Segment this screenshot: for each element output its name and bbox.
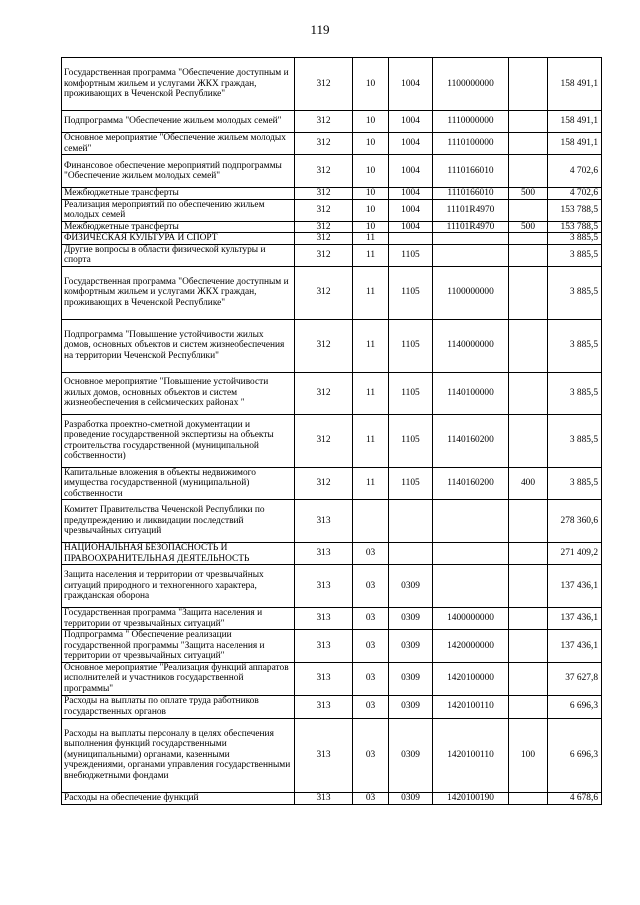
row-expense-type [509, 695, 548, 718]
row-subsection-code: 0309 [389, 630, 433, 663]
row-subsection-code: 1105 [389, 467, 433, 500]
table-row [62, 608, 602, 630]
row-expense-type [509, 199, 548, 221]
row-expense-type [509, 792, 548, 804]
row-target-article: 1420100000 [433, 662, 509, 695]
row-section-code [353, 500, 389, 543]
row-name: Расходы на выплаты персоналу в целях обеспечения выполнения функций государственными (муниципальными) органами, казенными учреждениями, органами управления государственными внебюджетными фондами [62, 718, 295, 792]
row-name: Межбюджетные трансферты [62, 188, 295, 200]
row-name: Другие вопросы в области физической культуры и спорта [62, 244, 295, 266]
row-section-code: 11 [353, 372, 389, 414]
row-target-article: 1100000000 [433, 58, 509, 111]
row-expense-type [509, 233, 548, 245]
row-ved-code: 312 [295, 155, 353, 188]
row-subsection-code: 1004 [389, 188, 433, 200]
row-section-code: 03 [353, 608, 389, 630]
row-subsection-code: 1004 [389, 199, 433, 221]
row-expense-type [509, 111, 548, 133]
row-subsection-code: 1004 [389, 58, 433, 111]
row-section-code: 10 [353, 155, 389, 188]
row-amount: 6 696,3 [548, 718, 602, 792]
row-subsection-code: 0309 [389, 565, 433, 608]
row-name: НАЦИОНАЛЬНАЯ БЕЗОПАСНОСТЬ И ПРАВООХРАНИТЕЛЬНАЯ ДЕЯТЕЛЬНОСТЬ [62, 543, 295, 565]
row-section-code: 03 [353, 630, 389, 663]
row-ved-code: 312 [295, 372, 353, 414]
row-ved-code: 313 [295, 630, 353, 663]
row-target-article: 1140160200 [433, 467, 509, 500]
row-amount: 137 436,1 [548, 608, 602, 630]
row-amount: 3 885,5 [548, 233, 602, 245]
row-name: Расходы на обеспечение функций [62, 792, 295, 804]
row-target-article: 1140100000 [433, 372, 509, 414]
row-section-code: 03 [353, 718, 389, 792]
row-section-code: 03 [353, 565, 389, 608]
table-row [62, 233, 602, 245]
row-section-code: 10 [353, 199, 389, 221]
table-row [62, 266, 602, 319]
row-name: Государственная программа "Обеспечение доступным и комфортным жильем и услугами ЖКХ граждан, проживающих в Чеченской Республике" [62, 266, 295, 319]
row-expense-type [509, 155, 548, 188]
row-amount: 158 491,1 [548, 111, 602, 133]
row-name: Основное мероприятие "Реализация функций аппаратов исполнителей и участников государственной программы" [62, 662, 295, 695]
table-row [62, 662, 602, 695]
row-subsection-code: 1105 [389, 319, 433, 372]
row-name: Расходы на выплаты по оплате труда работников государственных органов [62, 695, 295, 718]
row-subsection-code: 1105 [389, 266, 433, 319]
row-amount: 278 360,6 [548, 500, 602, 543]
row-ved-code: 312 [295, 133, 353, 155]
row-ved-code: 312 [295, 244, 353, 266]
row-name: Финансовое обеспечение мероприятий подпрограммы "Обеспечение жильем молодых семей" [62, 155, 295, 188]
row-name: Разработка проектно-сметной документации и проведение государственной экспертизы на объекты строительства государственной (муниципальной собственности) [62, 414, 295, 467]
row-expense-type [509, 244, 548, 266]
row-expense-type: 100 [509, 718, 548, 792]
row-expense-type [509, 266, 548, 319]
row-target-article: 1110000000 [433, 111, 509, 133]
row-expense-type [509, 543, 548, 565]
row-expense-type: 500 [509, 221, 548, 233]
row-name: Защита населения и территории от чрезвычайных ситуаций природного и техногенного характера, гражданская оборона [62, 565, 295, 608]
table-row [62, 133, 602, 155]
row-name: Подпрограмма "Повышение устойчивости жилых домов, основных объектов и систем жизнеобеспечения на территории Чеченской Республики" [62, 319, 295, 372]
row-subsection-code: 0309 [389, 608, 433, 630]
budget-table [61, 57, 602, 805]
row-section-code: 03 [353, 792, 389, 804]
row-subsection-code [389, 233, 433, 245]
row-section-code: 11 [353, 414, 389, 467]
row-subsection-code: 0309 [389, 718, 433, 792]
row-expense-type [509, 58, 548, 111]
row-section-code: 11 [353, 467, 389, 500]
row-section-code: 10 [353, 188, 389, 200]
row-expense-type: 400 [509, 467, 548, 500]
row-expense-type [509, 608, 548, 630]
row-section-code: 10 [353, 133, 389, 155]
row-target-article: 1100000000 [433, 266, 509, 319]
row-expense-type [509, 662, 548, 695]
row-ved-code: 313 [295, 718, 353, 792]
row-ved-code: 313 [295, 792, 353, 804]
row-section-code: 11 [353, 244, 389, 266]
row-section-code: 11 [353, 319, 389, 372]
row-ved-code: 312 [295, 266, 353, 319]
row-ved-code: 312 [295, 221, 353, 233]
row-ved-code: 312 [295, 319, 353, 372]
row-amount: 3 885,5 [548, 319, 602, 372]
table-row [62, 718, 602, 792]
table-row [62, 695, 602, 718]
row-amount: 3 885,5 [548, 372, 602, 414]
table-row [62, 155, 602, 188]
row-subsection-code: 1004 [389, 133, 433, 155]
page-number: 119 [310, 22, 330, 37]
row-name: Подпрограмма "Обеспечение жильем молодых семей" [62, 111, 295, 133]
row-ved-code: 312 [295, 111, 353, 133]
row-amount: 3 885,5 [548, 414, 602, 467]
row-target-article: 1110166010 [433, 188, 509, 200]
row-section-code: 03 [353, 695, 389, 718]
row-amount: 153 788,5 [548, 199, 602, 221]
row-amount: 158 491,1 [548, 58, 602, 111]
table-row [62, 543, 602, 565]
row-subsection-code: 1004 [389, 111, 433, 133]
row-expense-type [509, 630, 548, 663]
row-section-code: 11 [353, 266, 389, 319]
row-subsection-code: 1105 [389, 372, 433, 414]
row-subsection-code: 1004 [389, 221, 433, 233]
row-target-article [433, 565, 509, 608]
row-expense-type [509, 133, 548, 155]
row-target-article: 1110100000 [433, 133, 509, 155]
table-row [62, 111, 602, 133]
table-row [62, 372, 602, 414]
row-section-code: 10 [353, 111, 389, 133]
row-name: Государственная программа "Защита населения и территории от чрезвычайных ситуаций" [62, 608, 295, 630]
row-ved-code: 312 [295, 188, 353, 200]
row-amount: 3 885,5 [548, 266, 602, 319]
row-target-article: 11101R4970 [433, 199, 509, 221]
row-amount: 271 409,2 [548, 543, 602, 565]
row-expense-type [509, 414, 548, 467]
row-amount: 3 885,5 [548, 467, 602, 500]
row-amount: 37 627,8 [548, 662, 602, 695]
table-row [62, 199, 602, 221]
row-section-code: 10 [353, 58, 389, 111]
row-target-article: 1420000000 [433, 630, 509, 663]
table-row [62, 500, 602, 543]
table-row [62, 188, 602, 200]
row-subsection-code: 1004 [389, 155, 433, 188]
row-name: Государственная программа "Обеспечение доступным и комфортным жильем и услугами ЖКХ граждан, проживающих в Чеченской Республике" [62, 58, 295, 111]
row-target-article [433, 244, 509, 266]
row-ved-code: 313 [295, 500, 353, 543]
row-amount: 158 491,1 [548, 133, 602, 155]
table-row [62, 467, 602, 500]
row-subsection-code: 0309 [389, 792, 433, 804]
row-amount: 4 678,6 [548, 792, 602, 804]
row-subsection-code [389, 543, 433, 565]
row-expense-type [509, 500, 548, 543]
row-ved-code: 313 [295, 662, 353, 695]
table-row [62, 414, 602, 467]
row-target-article: 1140000000 [433, 319, 509, 372]
row-ved-code: 312 [295, 233, 353, 245]
row-subsection-code: 0309 [389, 662, 433, 695]
row-name: Реализация мероприятий по обеспечению жильем молодых семей [62, 199, 295, 221]
row-ved-code: 312 [295, 58, 353, 111]
table-row [62, 58, 602, 111]
row-section-code: 03 [353, 662, 389, 695]
row-subsection-code: 1105 [389, 244, 433, 266]
table-row [62, 792, 602, 804]
row-name: Капитальные вложения в объекты недвижимого имущества государственной (муниципальной) собственности [62, 467, 295, 500]
row-name: ФИЗИЧЕСКАЯ КУЛЬТУРА И СПОРТ [62, 233, 295, 245]
row-amount: 137 436,1 [548, 630, 602, 663]
row-name: Подпрограмма " Обеспечение реализации государственной программы "Защита населения и территории от чрезвычайных ситуаций" [62, 630, 295, 663]
row-ved-code: 312 [295, 467, 353, 500]
row-ved-code: 312 [295, 199, 353, 221]
row-section-code: 11 [353, 233, 389, 245]
row-amount: 4 702,6 [548, 155, 602, 188]
row-amount: 153 788,5 [548, 221, 602, 233]
row-target-article [433, 500, 509, 543]
row-name: Основное мероприятие "Повышение устойчивости жилых домов, основных объектов и систем жизнеобеспечения в сейсмических районах " [62, 372, 295, 414]
table-row [62, 630, 602, 663]
row-name: Основное мероприятие "Обеспечение жильем молодых семей" [62, 133, 295, 155]
row-ved-code: 313 [295, 608, 353, 630]
row-expense-type [509, 565, 548, 608]
row-expense-type [509, 319, 548, 372]
table-row [62, 244, 602, 266]
row-name: Межбюджетные трансферты [62, 221, 295, 233]
row-subsection-code [389, 500, 433, 543]
row-ved-code: 313 [295, 543, 353, 565]
row-amount: 4 702,6 [548, 188, 602, 200]
row-target-article [433, 543, 509, 565]
row-expense-type: 500 [509, 188, 548, 200]
row-target-article: 1420100110 [433, 695, 509, 718]
row-amount: 6 696,3 [548, 695, 602, 718]
row-target-article [433, 233, 509, 245]
row-section-code: 10 [353, 221, 389, 233]
row-amount: 137 436,1 [548, 565, 602, 608]
row-target-article: 1110166010 [433, 155, 509, 188]
row-name: Комитет Правительства Чеченской Республики по предупреждению и ликвидации последствий чрезвычайных ситуаций [62, 500, 295, 543]
budget-table-body [62, 58, 602, 805]
table-row [62, 221, 602, 233]
row-ved-code: 313 [295, 565, 353, 608]
row-target-article: 1420100190 [433, 792, 509, 804]
row-target-article: 11101R4970 [433, 221, 509, 233]
row-expense-type [509, 372, 548, 414]
row-target-article: 1140160200 [433, 414, 509, 467]
row-subsection-code: 0309 [389, 695, 433, 718]
row-section-code: 03 [353, 543, 389, 565]
row-target-article: 1400000000 [433, 608, 509, 630]
row-subsection-code: 1105 [389, 414, 433, 467]
table-row [62, 319, 602, 372]
row-target-article: 1420100110 [433, 718, 509, 792]
row-ved-code: 312 [295, 414, 353, 467]
row-amount: 3 885,5 [548, 244, 602, 266]
table-row [62, 565, 602, 608]
row-ved-code: 313 [295, 695, 353, 718]
